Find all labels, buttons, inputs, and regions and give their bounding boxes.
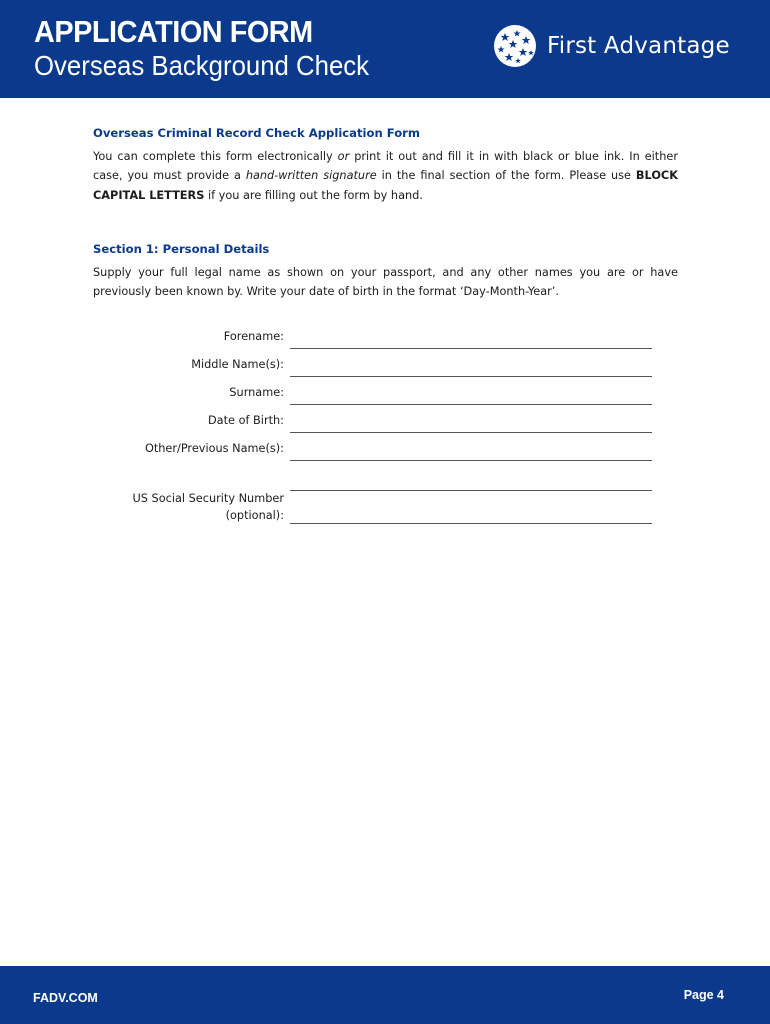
ssn-field[interactable] — [290, 501, 652, 524]
intro-content — [93, 124, 678, 302]
surname-label: Surname: — [229, 386, 284, 399]
page-number: Page 4 — [683, 988, 724, 1002]
other-names-field[interactable] — [290, 438, 652, 461]
middle-name-field[interactable] — [290, 354, 652, 377]
date-of-birth-field[interactable] — [290, 410, 652, 433]
middle-name-label: Middle Name(s): — [191, 358, 284, 371]
document-title: APPLICATION FORM — [34, 14, 313, 49]
first-advantage-logo — [493, 24, 730, 68]
other-names-field-2[interactable] — [290, 468, 652, 491]
page-footer — [0, 966, 770, 1024]
other-names-row — [0, 437, 770, 461]
surname-field[interactable] — [290, 382, 652, 405]
globe-icon — [493, 24, 537, 68]
date-of-birth-label: Date of Birth: — [207, 414, 284, 427]
page-header — [0, 0, 770, 98]
other-names-label: Other/Previous Name(s): — [144, 442, 284, 455]
middle-name-row — [0, 353, 770, 377]
section-1-heading: Section 1: Personal Details — [93, 242, 270, 256]
logo-text: First Advantage — [547, 33, 730, 59]
date-of-birth-row — [0, 409, 770, 433]
intro-paragraph: You can complete this form electronically or print it out and fill it in with black or blue ink. In either case, you must provide a hand-written signature in the final section of the form. Please use BLOCK CAPITAL LETTERS if you are filling out the form by hand. — [93, 149, 678, 202]
forename-row — [0, 325, 770, 349]
surname-row — [0, 381, 770, 405]
document-subtitle: Overseas Background Check — [34, 50, 370, 81]
ssn-label: US Social Security Number (optional): — [132, 492, 284, 522]
forename-field[interactable] — [290, 326, 652, 349]
section-1-instructions: Supply your full legal name as shown on your passport, and any other names you are or have previously been known by. Write your date of birth in the format ‘Day-Month-Year’. — [93, 265, 678, 298]
footer-website: FADV.COM — [33, 991, 98, 1005]
form-heading: Overseas Criminal Record Check Application Form — [93, 126, 420, 140]
forename-label: Forename: — [223, 330, 284, 343]
